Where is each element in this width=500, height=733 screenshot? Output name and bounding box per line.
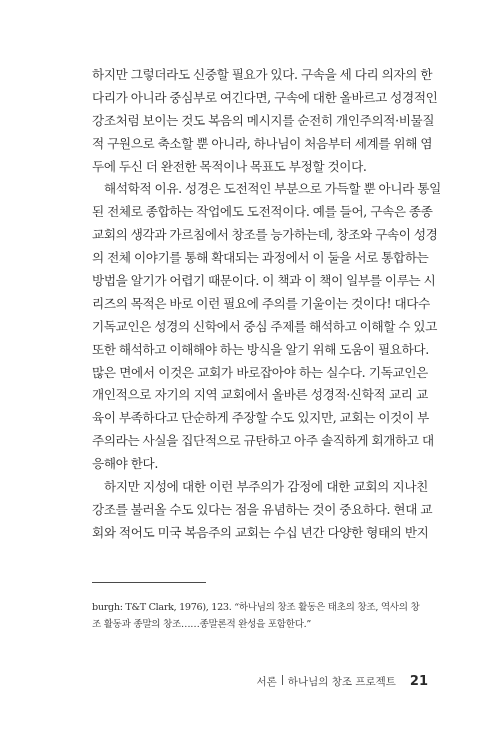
text-line: 해석학적 이유. 성경은 도전적인 부분으로 가득할 뿐 아니라 통일 (104, 181, 441, 197)
footnote (92, 600, 428, 633)
text-line: 방법을 알기가 어렵기 때문이다. 이 책과 이 책이 일부를 이루는 시 (92, 273, 436, 289)
text-line: 의 전체 이야기를 통해 확대되는 과정에서 이 둘을 서로 통합하는 (92, 250, 429, 266)
text-line: 기독교인은 성경의 신학에서 중심 주제를 해석하고 이해할 수 있고 (92, 318, 438, 334)
text-line: 하지만 그렇더라도 신중할 필요가 있다. 구속을 세 다리 의자의 한 (92, 67, 433, 82)
footnote-line: burgh: T&T Clark, 1976), 123. “하나님의 창조 활동은 태초의 창조, 역사의 창 (92, 602, 420, 613)
text-line: 리즈의 목적은 바로 이런 필요에 주의를 기울이는 것이다! 대다수 (92, 295, 430, 311)
text-line: 다리가 아니라 중심부로 여긴다면, 구속에 대한 올바르고 성경적인 (92, 89, 438, 105)
text-line: 많은 면에서 이것은 교회가 바로잡아야 하는 실수다. 기독교인은 (92, 364, 428, 380)
text-line: 적 구원으로 축소할 뿐 아니라, 하나님이 처음부터 세계를 위해 염 (92, 135, 433, 151)
text-line: 주의라는 사실을 집단적으로 규탄하고 아주 솔직하게 회개하고 대 (92, 433, 434, 449)
text-line: 하지만 지성에 대한 이런 부주의가 감정에 대한 교회의 지나친 (104, 479, 428, 495)
text-line: 강조를 불러올 수도 있다는 점을 유념하는 것이 중요하다. 현대 교 (92, 501, 433, 517)
text-line: 육이 부족하다고 단순하게 주장할 수도 있지만, 교회는 이것이 부 (92, 410, 429, 426)
main-text (92, 64, 441, 545)
section-label: 서론 (256, 676, 277, 688)
footer-separator (282, 675, 283, 685)
footnote-divider (92, 582, 206, 583)
footnote-line: 조 활동과 종말의 창조……종말론적 완성을 포함한다.” (92, 618, 312, 630)
text-line: 된 전체로 종합하는 작업에도 도전적이다. 예를 들어, 구속은 종종 (92, 204, 433, 220)
text-line: 교회의 생각과 가르침에서 창조를 능가하는데, 창조와 구속이 성경 (92, 227, 438, 243)
text-line: 또한 해석하고 이해해야 하는 방식을 알기 위해 도움이 필요하다. (92, 341, 429, 357)
page-number: 21 (409, 674, 428, 689)
book-title: 하나님의 창조 프로젝트 (287, 676, 396, 688)
running-footer (257, 674, 429, 689)
text-line: 응해야 한다. (92, 456, 158, 472)
text-line: 두에 두신 더 완전한 목적이나 목표도 부정할 것이다. (92, 158, 367, 174)
text-line: 회와 적어도 미국 복음주의 교회는 수십 년간 다양한 형태의 반지 (92, 524, 429, 540)
text-line: 강조처럼 보이는 것도 복음의 메시지를 순전히 개인주의적·비물질 (92, 112, 435, 128)
text-line: 개인적으로 자기의 지역 교회에서 올바른 성경적·신학적 교리 교 (92, 387, 428, 403)
